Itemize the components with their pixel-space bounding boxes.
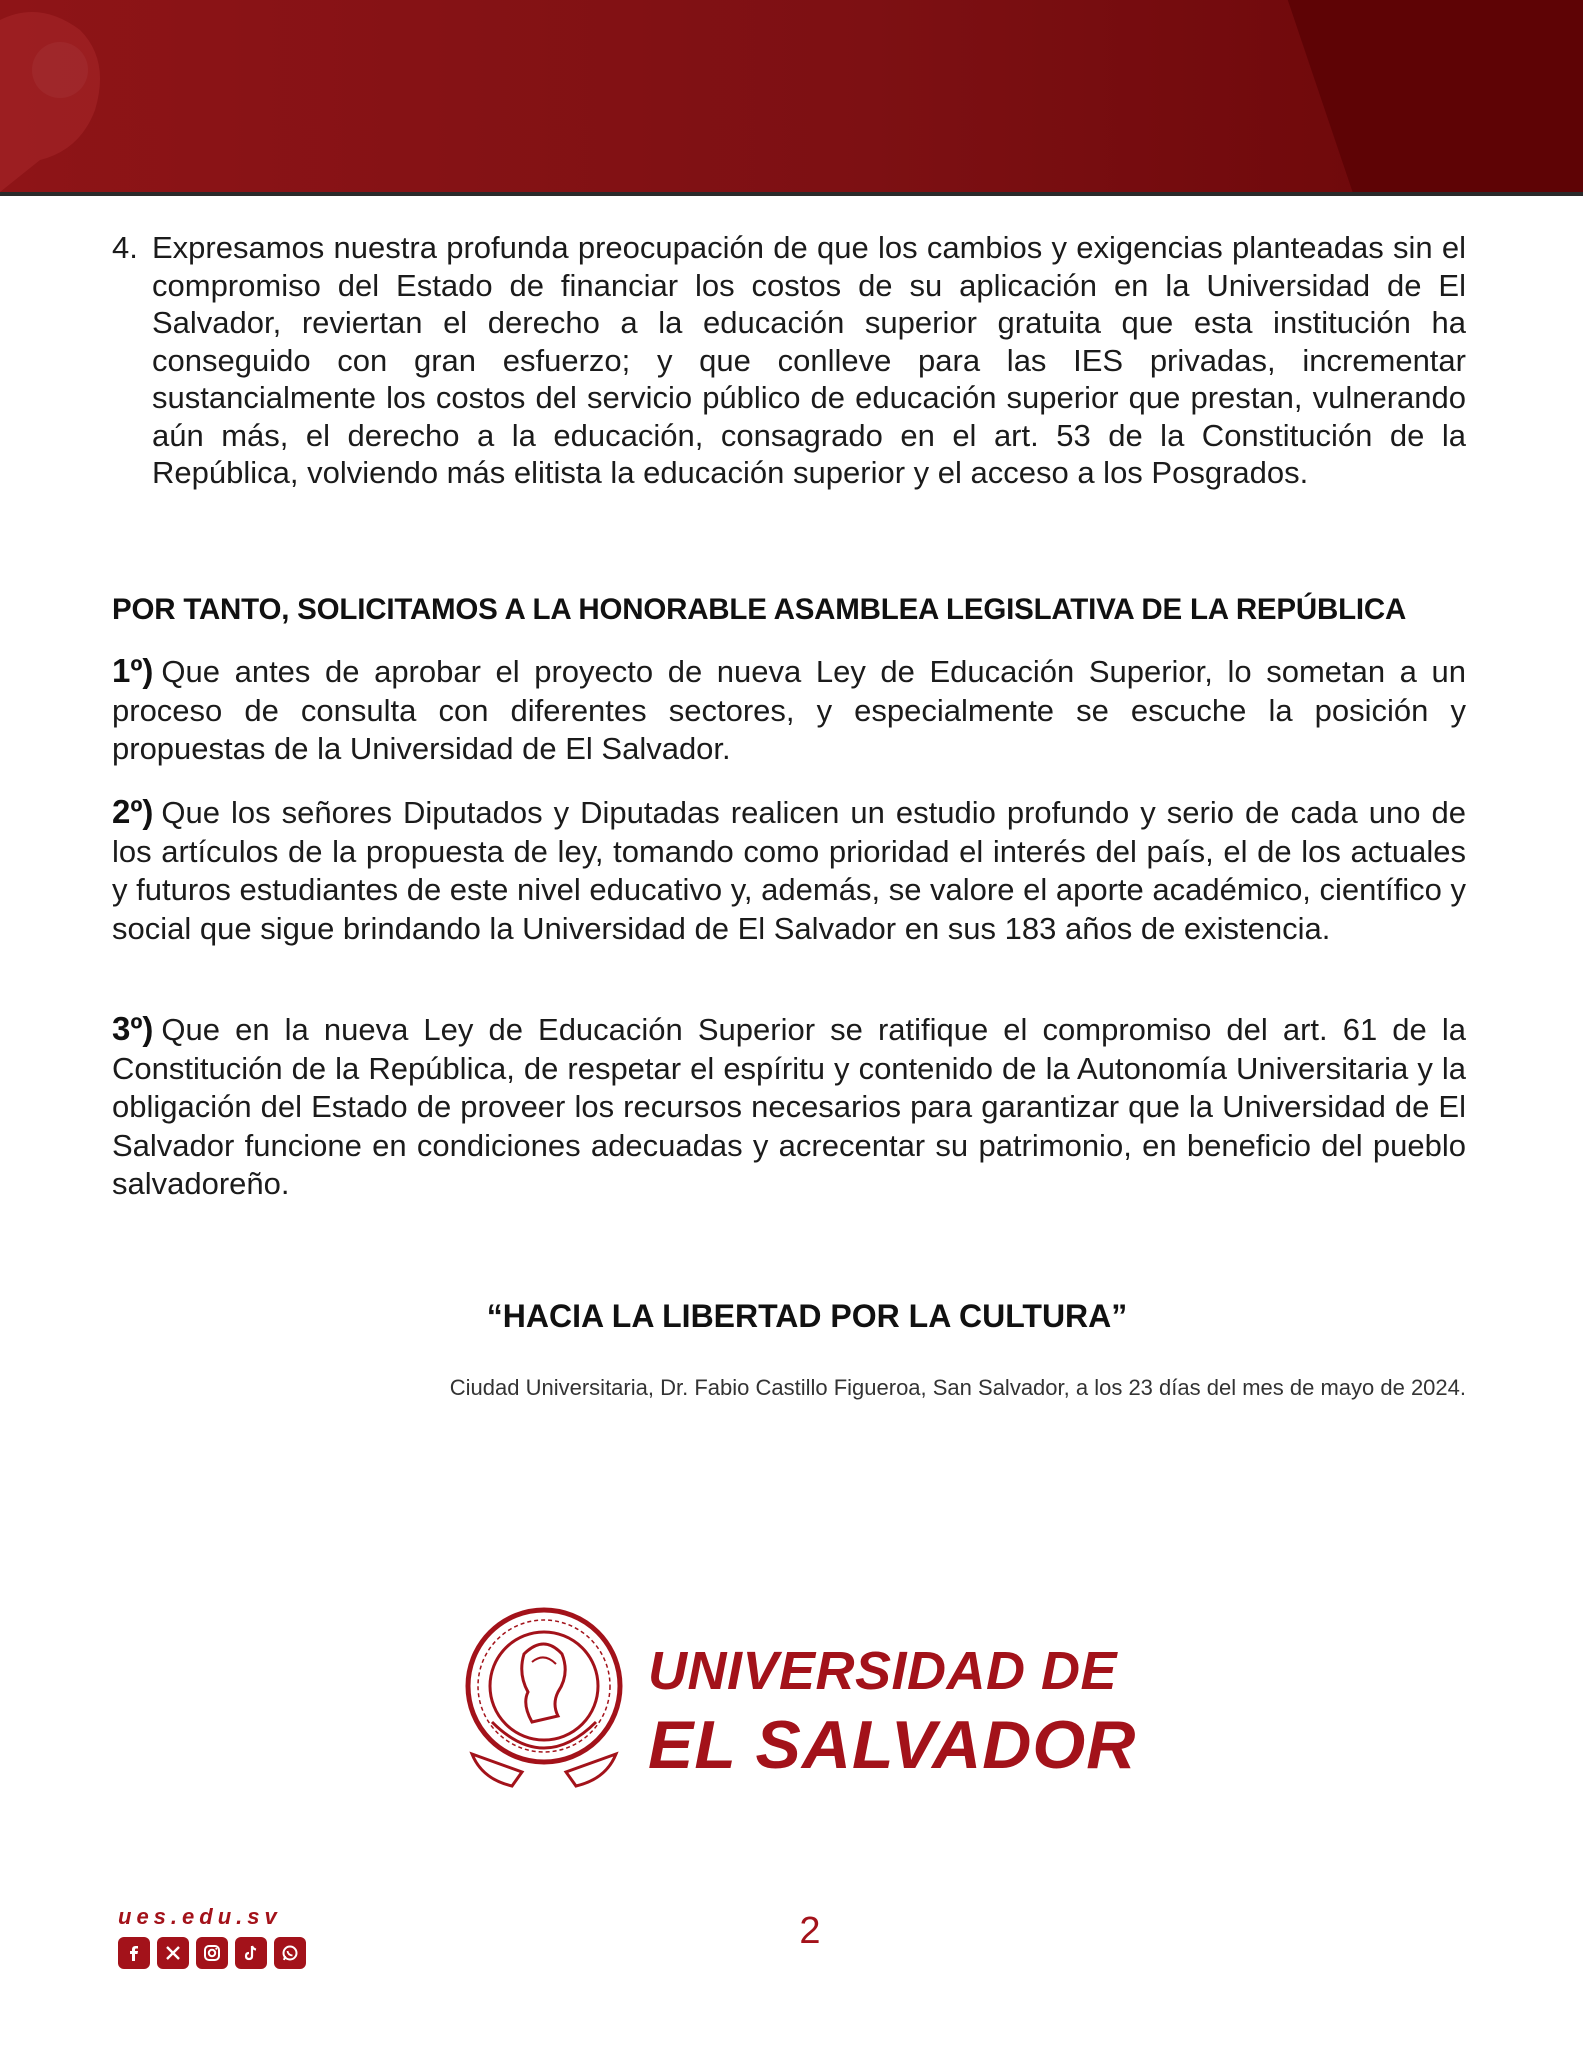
request-2-mark: 2º) [112,793,154,830]
motto: “HACIA LA LIBERTAD POR LA CULTURA” [486,1298,1128,1334]
page-number: 2 [799,1910,821,1952]
university-logo [462,1604,1182,1804]
request-heading: POR TANTO, SOLICITAMOS A LA HONORABLE ASAMBLEA LEGISLATIVA DE LA REPÚBLICA [112,593,1407,626]
request-1-text: Que antes de aprobar el proyecto de nueva Ley de Educación Superior, lo sometan a un proceso de consulta con diferentes sectores, y especialmente se escuche la posición y propuestas de la Universidad de El Salvador. [112,654,1466,766]
request-1 [112,652,1466,769]
x-icon[interactable] [157,1937,189,1969]
header-shade [1223,0,1583,192]
footer-url[interactable]: ues.edu.sv [118,1904,282,1929]
point-4-number: 4. [112,230,138,265]
logo-line-2: EL SALVADOR [648,1707,1137,1783]
place-date: Ciudad Universitaria, Dr. Fabio Castillo Figueroa, San Salvador, a los 23 días del mes de mayo de 2024. [449,1375,1466,1400]
request-3 [112,1010,1466,1204]
header-band [0,0,1583,196]
request-2 [112,793,1466,948]
point-4-text: Expresamos nuestra profunda preocupación de que los cambios y exigencias planteadas sin el compromiso del Estado de financiar los costos de su aplicación en la Universidad de El Salvador, reviertan el derecho a la educación superior gratuita que esta institución ha conseguido con gran esfuerzo; y que conlleve para las IES privadas, incrementar sustancialmente los costos del servicio público de educación superior que prestan, vulnerando aún más, el derecho a la educación, consagrado en el art. 53 de la Constitución de la República, volviendo más elitista la educación superior y el acceso a los Posgrados. [152,230,1466,490]
logo-line-1: UNIVERSIDAD DE [648,1641,1118,1701]
request-3-text: Que en la nueva Ley de Educación Superior se ratifique el compromiso del art. 61 de la Constitución de la República, de respetar el espíritu y contenido de la Autonomía Universitaria y la obligación del Estado de proveer los recursos necesarios para garantizar que la Universidad de El Salvador funcione en condiciones adecuadas y acrecentar su patrimonio, en beneficio del pueblo salvadoreño. [112,1012,1466,1201]
facebook-icon[interactable] [118,1937,150,1969]
tiktok-icon[interactable] [235,1937,267,1969]
university-seal-icon [462,1604,626,1804]
social-links [118,1937,306,1969]
statue-graphic [0,0,130,192]
request-2-text: Que los señores Diputados y Diputadas realicen un estudio profundo y serio de cada uno de los artículos de la propuesta de ley, tomando como prioridad el interés del país, el de los actuales y futuros estudiantes de este nivel educativo y, además, se valore el aporte académico, científico y social que sigue brindando la Universidad de El Salvador en sus 183 años de existencia. [112,795,1466,946]
instagram-icon[interactable] [196,1937,228,1969]
request-3-mark: 3º) [112,1010,154,1047]
whatsapp-icon[interactable] [274,1937,306,1969]
point-4-paragraph [112,229,1466,492]
request-1-mark: 1º) [112,652,154,689]
